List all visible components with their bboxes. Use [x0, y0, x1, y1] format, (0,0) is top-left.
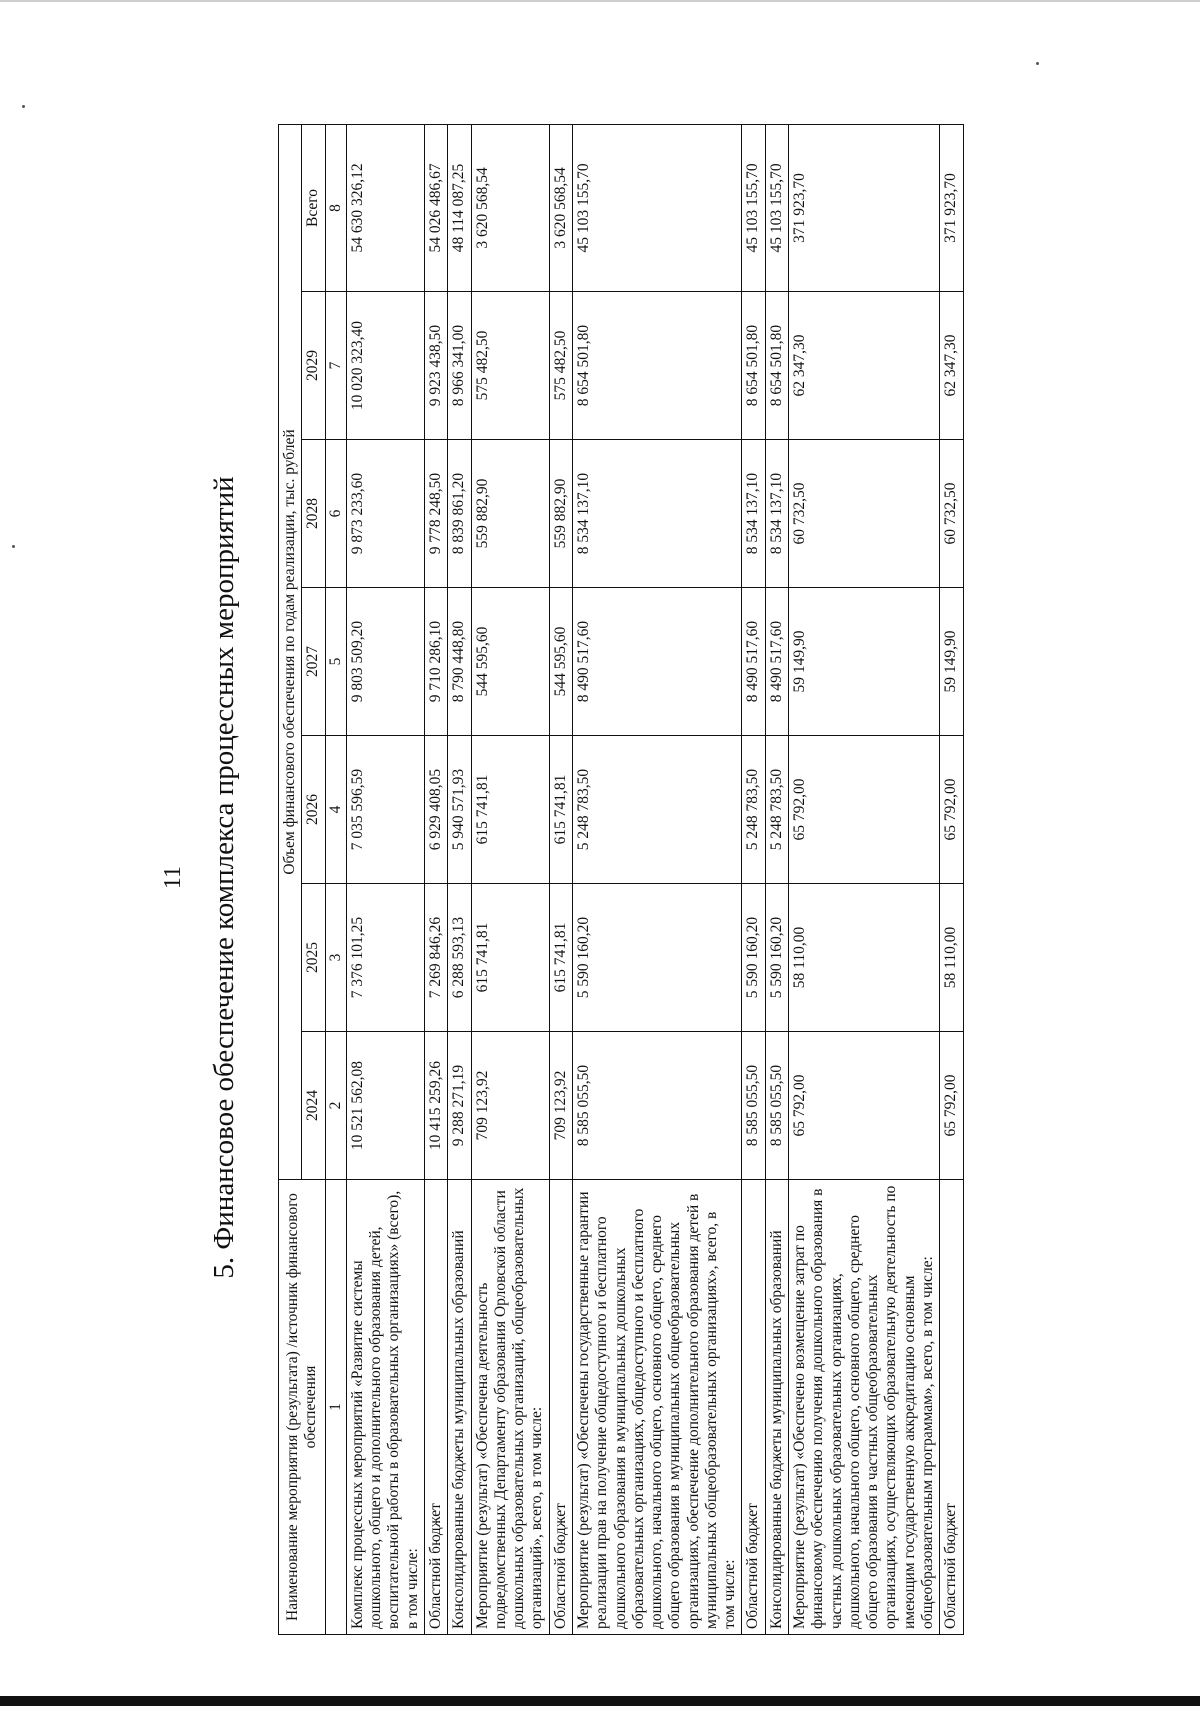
column-index: 7 — [325, 292, 346, 440]
column-index: 5 — [325, 588, 346, 736]
row-value-cell: 62 347,30 — [789, 292, 940, 440]
header-year: 2029 — [302, 292, 325, 440]
row-value-cell: 5 248 783,50 — [765, 736, 788, 884]
row-value-cell: 8 490 517,60 — [572, 588, 742, 736]
row-value-cell: 8 534 137,10 — [742, 440, 765, 588]
row-value-cell: 10 415 259,26 — [424, 1032, 447, 1180]
column-index-row — [325, 124, 346, 1634]
table-row — [742, 124, 765, 1634]
row-name-cell: Комплекс процессных мероприятий «Развитие системы дошкольного, общего и дополнительного образования детей, воспитательной работы в образовательных организациях» (всего), в том числе: — [346, 1180, 424, 1635]
table-row — [471, 124, 549, 1634]
table-row — [789, 124, 940, 1634]
header-year: 2028 — [302, 440, 325, 588]
header-group-cell: Объем финансового обеспечения по годам реализации, тыс. рублей — [279, 124, 302, 1179]
column-index: 6 — [325, 440, 346, 588]
row-value-cell: 6 288 593,13 — [448, 884, 471, 1032]
column-index: 8 — [325, 124, 346, 291]
row-total-cell: 371 923,70 — [940, 124, 963, 291]
row-value-cell: 8 534 137,10 — [765, 440, 788, 588]
row-value-cell: 60 732,50 — [940, 440, 963, 588]
row-value-cell: 709 123,92 — [549, 1032, 572, 1180]
table-row — [424, 124, 447, 1634]
row-value-cell: 8 534 137,10 — [572, 440, 742, 588]
row-value-cell: 559 882,90 — [549, 440, 572, 588]
table-row — [448, 124, 471, 1634]
row-value-cell: 575 482,50 — [549, 292, 572, 440]
row-value-cell: 5 590 160,20 — [765, 884, 788, 1032]
row-total-cell: 45 103 155,70 — [742, 124, 765, 291]
page-number: 11 — [160, 865, 186, 890]
row-value-cell: 65 792,00 — [789, 1032, 940, 1180]
column-index: 3 — [325, 884, 346, 1032]
scan-speck — [12, 545, 15, 548]
row-value-cell: 9 803 509,20 — [346, 588, 424, 736]
column-index: 1 — [325, 1180, 346, 1635]
row-value-cell: 8 790 448,80 — [448, 588, 471, 736]
row-name-cell: Мероприятие (результат) «Обеспечены государственные гарантии реализации прав на получение общедоступного и бесплатного дошкольного образования в муниципальных дошкольных образовательных организациях, общедоступного и бесплатного дошкольного, начального общего, основного общего, среднего общего образования в муниципальных общеобразовательных организациях, обеспечение дополнительного образования детей в муниципальных общеобразовательных организациях», всего, в том числе: — [572, 1180, 742, 1635]
row-value-cell: 58 110,00 — [940, 884, 963, 1032]
row-value-cell: 7 269 846,26 — [424, 884, 447, 1032]
header-name-cell: Наименование мероприятия (результата) /источник финансового обеспечения — [279, 1180, 326, 1635]
row-value-cell: 9 778 248,50 — [424, 440, 447, 588]
row-name-cell: Консолидированные бюджеты муниципальных образований — [765, 1180, 788, 1635]
row-value-cell: 9 710 286,10 — [424, 588, 447, 736]
row-value-cell: 6 929 408,05 — [424, 736, 447, 884]
row-name-cell: Областной бюджет — [549, 1180, 572, 1635]
header-total: Всего — [302, 124, 325, 291]
row-value-cell: 615 741,81 — [471, 884, 549, 1032]
row-value-cell: 8 585 055,50 — [572, 1032, 742, 1180]
row-value-cell: 5 248 783,50 — [742, 736, 765, 884]
row-value-cell: 59 149,90 — [789, 588, 940, 736]
row-name-cell: Консолидированные бюджеты муниципальных образований — [448, 1180, 471, 1635]
table-row — [940, 124, 963, 1634]
row-value-cell: 5 590 160,20 — [742, 884, 765, 1032]
row-value-cell: 544 595,60 — [471, 588, 549, 736]
header-year: 2025 — [302, 884, 325, 1032]
row-total-cell: 48 114 087,25 — [448, 124, 471, 291]
row-name-cell: Мероприятие (результат) «Обеспечена деятельность подведомственных Департаменту образования Орловской области дошкольных образовательных организаций, общеобразовательных организаций», всего, в том числе: — [471, 1180, 549, 1635]
row-value-cell: 7 376 101,25 — [346, 884, 424, 1032]
row-name-cell: Областной бюджет — [742, 1180, 765, 1635]
row-name-cell: Областной бюджет — [424, 1180, 447, 1635]
row-total-cell: 371 923,70 — [789, 124, 940, 291]
scan-speck — [22, 105, 25, 108]
row-value-cell: 5 590 160,20 — [572, 884, 742, 1032]
row-value-cell: 62 347,30 — [940, 292, 963, 440]
header-year: 2026 — [302, 736, 325, 884]
column-index: 4 — [325, 736, 346, 884]
row-value-cell: 8 490 517,60 — [742, 588, 765, 736]
row-name-cell: Областной бюджет — [940, 1180, 963, 1635]
row-value-cell: 544 595,60 — [549, 588, 572, 736]
row-value-cell: 575 482,50 — [471, 292, 549, 440]
row-value-cell: 10 521 562,08 — [346, 1032, 424, 1180]
row-total-cell: 3 620 568,54 — [471, 124, 549, 291]
row-value-cell: 8 585 055,50 — [765, 1032, 788, 1180]
row-value-cell: 60 732,50 — [789, 440, 940, 588]
row-total-cell: 45 103 155,70 — [572, 124, 742, 291]
row-name-cell: Мероприятие (результат) «Обеспечено возмещение затрат по финансовому обеспечению получения дошкольного образования в частных дошкольных образовательных организациях, дошкольного, начального общего, основного общего, среднего общего образования в частных общеобразовательных организациях, осуществляющих образовательную деятельность по имеющим государственную аккредитацию основным общеобразовательным программам», всего, в том числе: — [789, 1180, 940, 1635]
row-value-cell: 65 792,00 — [940, 736, 963, 884]
row-total-cell: 54 026 486,67 — [424, 124, 447, 291]
rotated-page — [160, 100, 1060, 1655]
section-title: 5. Финансовое обеспечение комплекса процессных мероприятий — [208, 476, 240, 1279]
row-value-cell: 8 654 501,80 — [572, 292, 742, 440]
header-year: 2027 — [302, 588, 325, 736]
row-value-cell: 709 123,92 — [471, 1032, 549, 1180]
row-value-cell: 65 792,00 — [940, 1032, 963, 1180]
scan-edge-top — [0, 0, 1200, 2]
row-value-cell: 9 873 233,60 — [346, 440, 424, 588]
row-value-cell: 8 654 501,80 — [742, 292, 765, 440]
row-value-cell: 9 923 438,50 — [424, 292, 447, 440]
row-value-cell: 615 741,81 — [471, 736, 549, 884]
row-value-cell: 8 585 055,50 — [742, 1032, 765, 1180]
row-value-cell: 5 248 783,50 — [572, 736, 742, 884]
row-total-cell: 3 620 568,54 — [549, 124, 572, 291]
row-value-cell: 8 839 861,20 — [448, 440, 471, 588]
row-value-cell: 59 149,90 — [940, 588, 963, 736]
scan-edge-bottom — [0, 1696, 1200, 1706]
header-year: 2024 — [302, 1032, 325, 1180]
row-total-cell: 54 630 326,12 — [346, 124, 424, 291]
table-row — [346, 124, 424, 1634]
row-value-cell: 615 741,81 — [549, 736, 572, 884]
scan-speck — [1036, 62, 1039, 65]
row-value-cell: 8 490 517,60 — [765, 588, 788, 736]
row-total-cell: 45 103 155,70 — [765, 124, 788, 291]
table-row — [549, 124, 572, 1634]
table-row — [765, 124, 788, 1634]
row-value-cell: 10 020 323,40 — [346, 292, 424, 440]
row-value-cell: 65 792,00 — [789, 736, 940, 884]
table-row — [572, 124, 742, 1634]
table-body — [346, 124, 963, 1634]
row-value-cell: 8 966 341,00 — [448, 292, 471, 440]
row-value-cell: 559 882,90 — [471, 440, 549, 588]
column-index: 2 — [325, 1032, 346, 1180]
row-value-cell: 58 110,00 — [789, 884, 940, 1032]
row-value-cell: 615 741,81 — [549, 884, 572, 1032]
financing-table — [278, 124, 964, 1635]
row-value-cell: 9 288 271,19 — [448, 1032, 471, 1180]
row-value-cell: 7 035 596,59 — [346, 736, 424, 884]
row-value-cell: 5 940 571,93 — [448, 736, 471, 884]
row-value-cell: 8 654 501,80 — [765, 292, 788, 440]
